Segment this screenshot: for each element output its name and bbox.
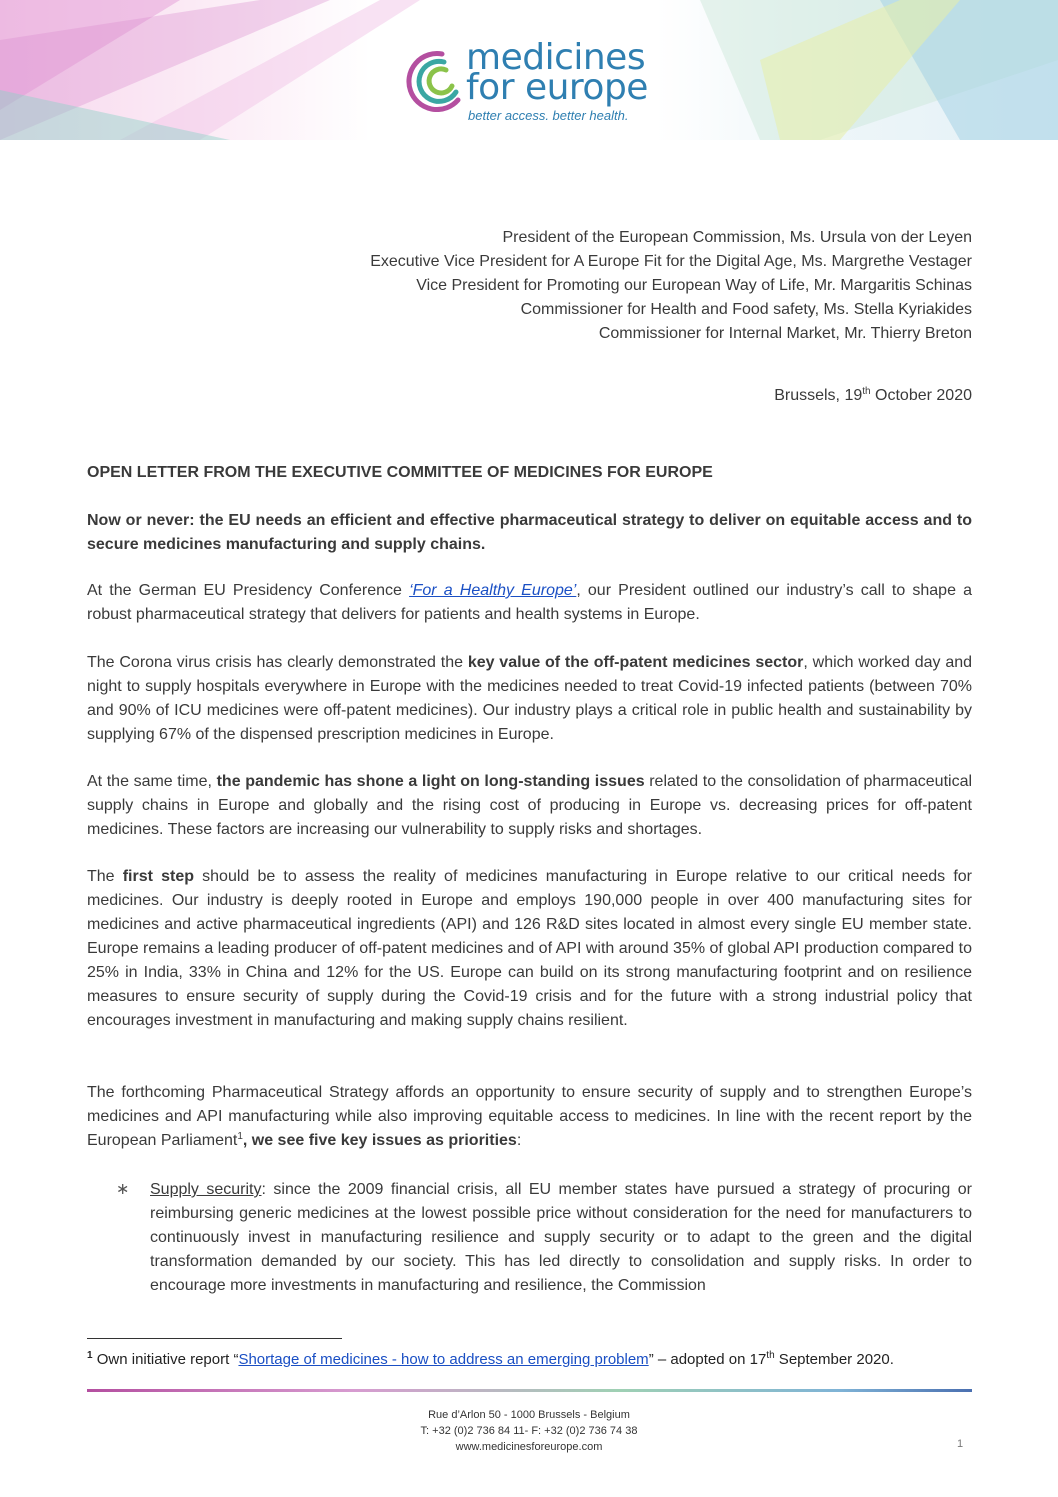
recipient-line: President of the European Commission, Ms. Ursula von der Leyen [502,229,972,246]
logo-word-for-europe: for europe [466,67,648,108]
logo-word-medicines: medicines [466,37,646,78]
footnote-ordinal: th [766,1350,775,1361]
para3-emphasis: the pandemic has shone a light on long-standing issues [216,773,645,790]
footnote-text: Own initiative report “ [92,1351,239,1368]
lead-statement: Now or never: the EU needs an efficient and effective pharmaceutical strategy to deliver on equitable access and to secure medicines manufacturing and supply chains. [87,512,972,553]
footer-phone: T: +32 (0)2 736 84 11- F: +32 (0)2 736 74 38 [420,1425,638,1437]
footnote-divider [87,1338,342,1339]
para5-text: The forthcoming Pharmaceutical Strategy affords an opportunity to ensure security of supply and to strengthen Europe’s medicines and API manufacturing while also improving equitable access to medicines. In line with the recent report by the European Parliament [87,1084,972,1149]
paragraph-4 [87,865,972,1033]
footer-website[interactable]: www.medicinesforeurope.com [455,1441,603,1453]
page-number: 1 [957,1438,964,1450]
paragraph-1 [87,579,972,627]
recipient-line: Commissioner for Health and Food safety, Ms. Stella Kyriakides [520,301,972,318]
lead-block [87,509,972,557]
recipient-line: Executive Vice President for A Europe Fit for the Digital Age, Ms. Margrethe Vestager [370,253,972,270]
para4-text-end: should be to assess the reality of medicines manufacturing in Europe relative to our critical needs for medicines. Our industry is deeply rooted in Europe and employs 190,000 people in over 400 manufacturing sites for medicines and active pharmaceutical ingredients (API) and 126 R&D sites located in almost every single EU member state. Europe remains a leading producer of off-patent medicines and of API with around 35% of global API production compared to 25% in India, 33% in China and 12% for the US. Europe can build on its strong manufacturing footprint and on resilience measures to ensure security of supply during the Covid-19 crisis and for the future with a strong industrial policy that encourages investment in manufacturing and making supply chains resilient. [87,868,972,1029]
footer-gradient-rule [87,1389,972,1392]
footnote [87,1348,987,1372]
paragraph-5 [87,1081,972,1153]
recipients-block [150,226,972,346]
priority-item-title: Supply security [150,1181,262,1198]
para5-emphasis: , we see five key issues as priorities [242,1132,517,1149]
footer-address: Rue d’Arlon 50 - 1000 Brussels - Belgium [428,1409,630,1421]
para1-text-end: , our President outlined our industry’s call to shape a robust pharmaceutical strategy that delivers for patients and health systems in Europe. [87,582,973,623]
para3-text-end: related to the consolidation of pharmaceutical supply chains in Europe and globally and the rising cost of producing in Europe vs. decreasing prices for off-patent medicines. These factors are increasing our vulnerability to supply risks and shortages. [87,773,973,838]
page-footer [329,1407,729,1455]
letter-heading: OPEN LETTER FROM THE EXECUTIVE COMMITTEE OF MEDICINES FOR EUROPE [87,464,713,481]
paragraph-2 [87,651,972,747]
recipient-line: Commissioner for Internal Market, Mr. Thierry Breton [598,325,972,342]
company-logo [402,37,662,130]
para2-emphasis: key value of the off-patent medicines sector [467,654,804,671]
footnote-report-link[interactable]: Shortage of medicines - how to address an emerging problem [238,1351,649,1368]
date-suffix: October 2020 [870,387,972,404]
paragraph-3 [87,770,972,842]
footnote-number: 1 [87,1350,93,1361]
letter-date [500,387,972,405]
para4-text: The [87,868,123,885]
logo-swirl-icon [402,48,466,112]
date-prefix: Brussels, 19 [774,387,863,404]
para2-text: The Corona virus crisis has clearly demonstrated the [87,654,468,671]
date-ordinal: th [862,386,871,397]
footnote-text-end: September 2020. [774,1351,894,1368]
para3-text: At the same time, [87,773,217,790]
letter-heading-block [87,461,972,485]
bullet-asterisk-icon: ∗ [116,1181,130,1198]
footnote-ref[interactable]: 1 [237,1131,243,1142]
priority-item-text [150,1178,972,1298]
conference-link[interactable]: ‘For a Healthy Europe’ [409,582,577,599]
logo-tagline: better access. better health. [468,108,629,123]
para4-emphasis: first step [122,868,194,885]
priority-item-body: : since the 2009 financial crisis, all EU member states have pursued a strategy of procuring or reimbursing generic medicines at the lowest possible price without consideration for the need for manufacturers to continuously invest in manufacturing resilience and supply security or to adapt to the green and the digital transformation demanded by our society. This has led directly to consolidation and supply risks. In order to encourage more investments in manufacturing and resilience, the Commission [150,1181,973,1294]
para1-text: At the German EU Presidency Conference [87,582,410,599]
recipient-line: Vice President for Promoting our European Way of Life, Mr. Margaritis Schinas [416,277,972,294]
para5-text-end: : [516,1132,522,1149]
footnote-text-mid: ” – adopted on 17 [648,1351,767,1368]
para2-text-end: , which worked day and night to supply hospitals everywhere in Europe with the medicines needed to treat Covid-19 infected patients (between 70% and 90% of ICU medicines were off-patent medicines). Our industry plays a critical role in public health and sustainability by supplying 67% of the dispensed prescription medicines in Europe. [87,654,973,743]
